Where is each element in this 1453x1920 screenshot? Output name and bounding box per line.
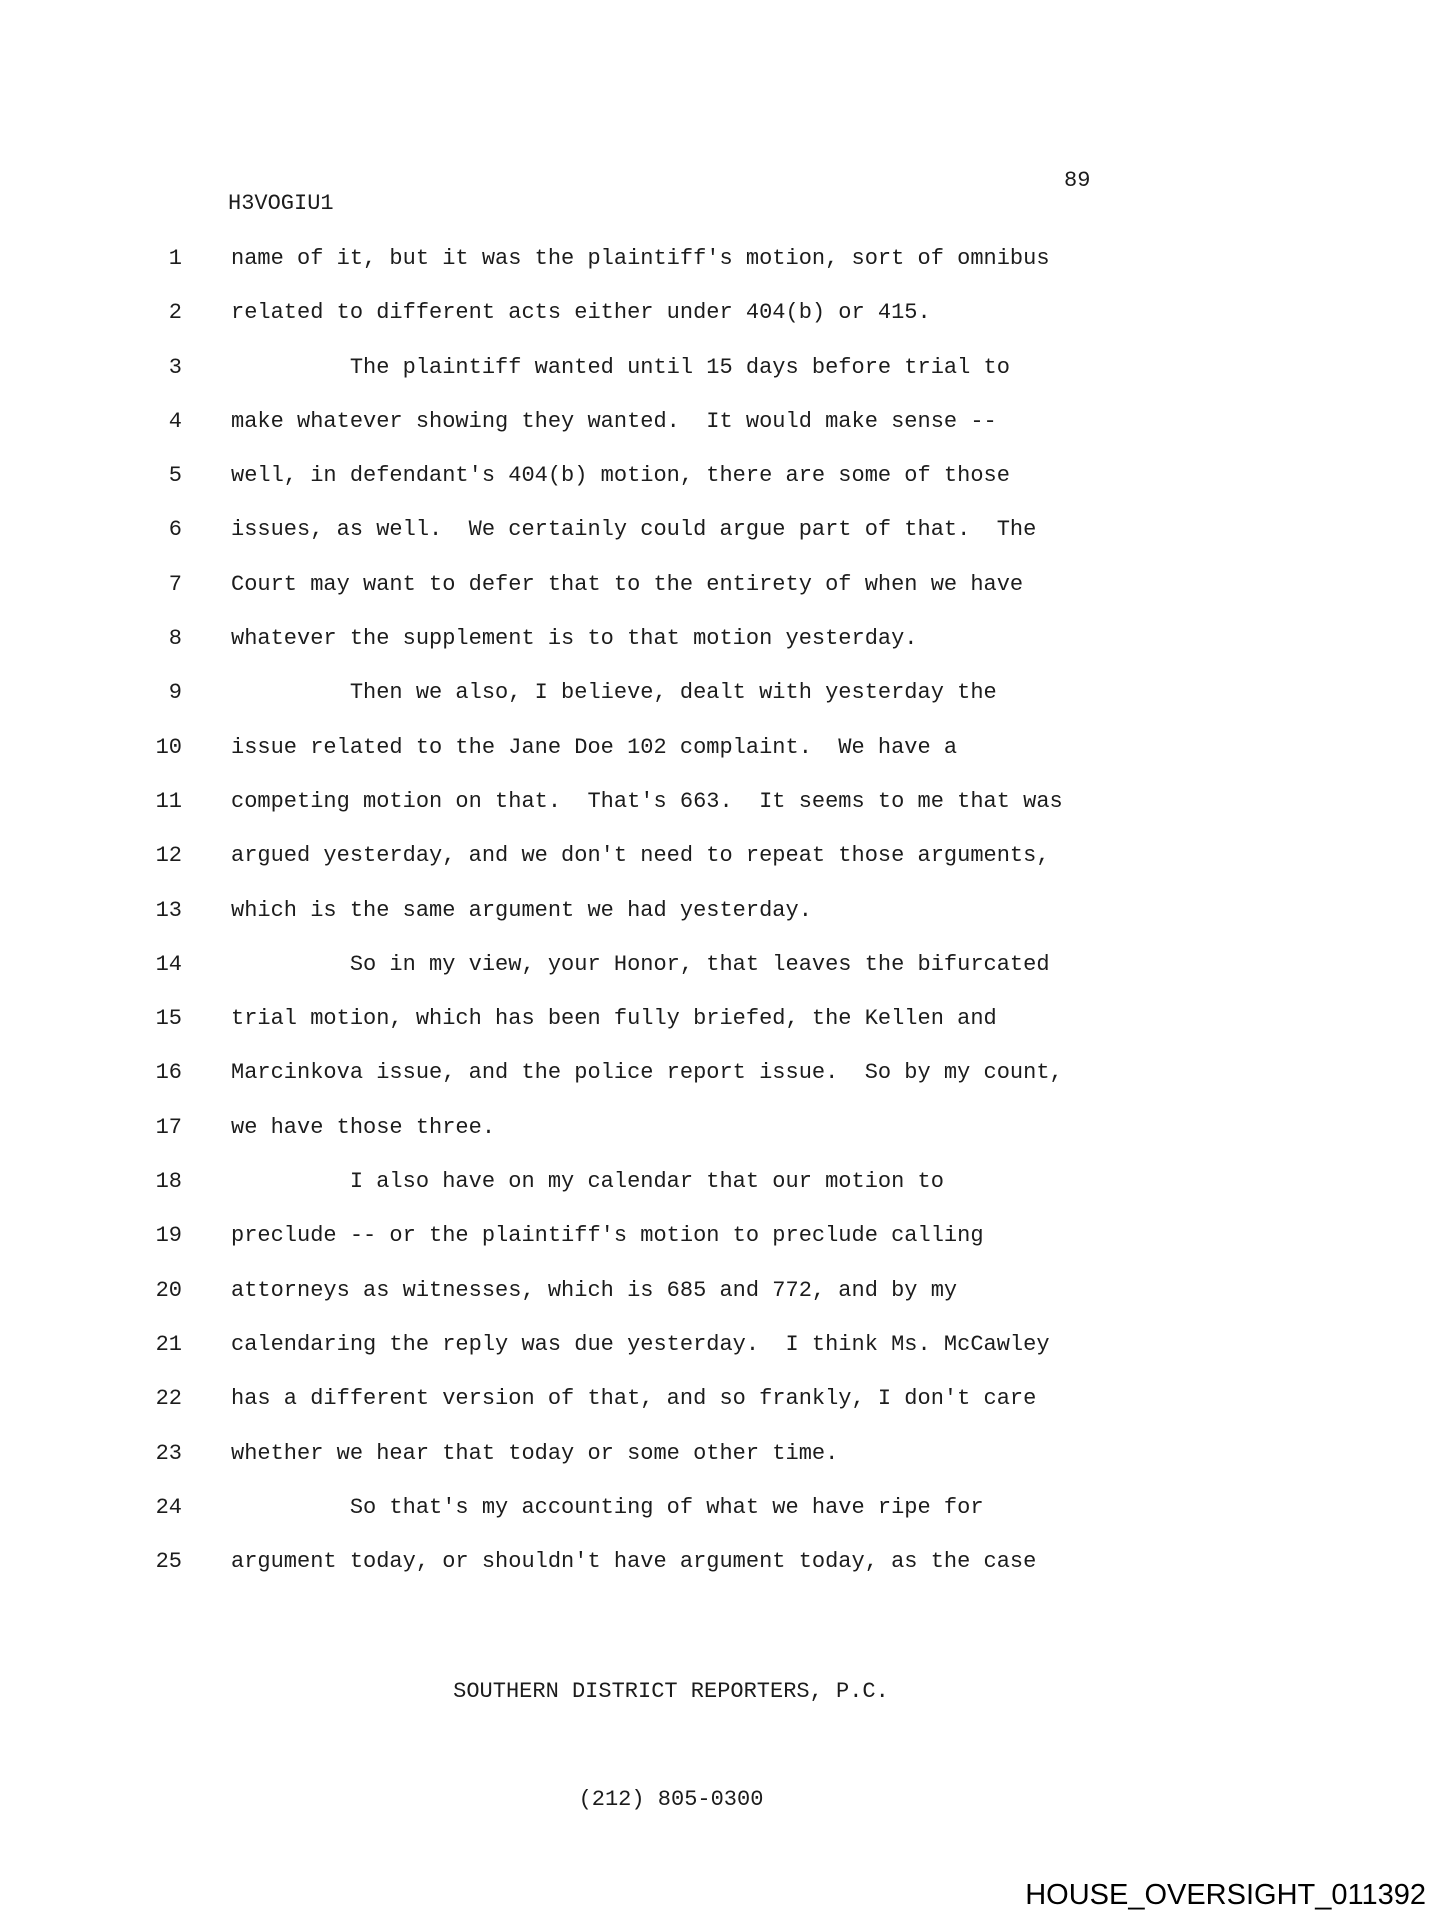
transcript-line bbox=[0, 1223, 1453, 1277]
reporter-phone: (212) 805-0300 bbox=[578, 1787, 764, 1812]
transcript-line bbox=[0, 463, 1453, 517]
line-text: argument today, or shouldn't have argument today, as the case bbox=[231, 1549, 1037, 1575]
line-number: 11 bbox=[155, 788, 182, 814]
line-text: well, in defendant's 404(b) motion, there are some of those bbox=[231, 463, 1010, 489]
line-number: 15 bbox=[155, 1006, 182, 1032]
line-text: issues, as well. We certainly could argue part of that. The bbox=[231, 517, 1037, 543]
line-number: 7 bbox=[168, 571, 182, 597]
line-number: 21 bbox=[155, 1331, 182, 1357]
line-text: The plaintiff wanted until 15 days before trial to bbox=[231, 354, 1010, 380]
line-text: name of it, but it was the plaintiff's motion, sort of omnibus bbox=[231, 246, 1050, 271]
transcript-line bbox=[0, 843, 1453, 897]
transcript-line bbox=[0, 1060, 1453, 1114]
reporter-name: SOUTHERN DISTRICT REPORTERS, P.C. bbox=[453, 1679, 889, 1704]
line-text: trial motion, which has been fully briefed, the Kellen and bbox=[231, 1006, 997, 1032]
transcript-line bbox=[0, 898, 1453, 952]
transcript-line bbox=[0, 1278, 1453, 1332]
line-text: calendaring the reply was due yesterday. I think Ms. McCawley bbox=[231, 1331, 1050, 1357]
line-number: 8 bbox=[168, 626, 182, 652]
line-number: 6 bbox=[168, 517, 182, 543]
line-number: 20 bbox=[155, 1277, 182, 1303]
line-number: 9 bbox=[168, 680, 182, 706]
line-text: Marcinkova issue, and the police report issue. So by my count, bbox=[231, 1060, 1063, 1086]
line-text: So in my view, your Honor, that leaves the bifurcated bbox=[231, 951, 1050, 977]
line-number: 16 bbox=[155, 1060, 182, 1086]
line-text: we have those three. bbox=[231, 1114, 496, 1140]
line-number: 25 bbox=[155, 1549, 182, 1575]
page-number: 89 bbox=[1064, 168, 1091, 193]
transcript-session-id: H3VOGIU1 bbox=[228, 191, 334, 216]
transcript-line bbox=[0, 246, 1453, 300]
transcript-lines bbox=[0, 246, 1453, 1603]
line-number: 2 bbox=[168, 300, 182, 326]
line-text: preclude -- or the plaintiff's motion to preclude calling bbox=[231, 1223, 984, 1249]
line-number: 10 bbox=[155, 734, 182, 760]
line-number: 5 bbox=[168, 463, 182, 489]
transcript-line bbox=[0, 952, 1453, 1006]
transcript-line bbox=[0, 789, 1453, 843]
line-text: attorneys as witnesses, which is 685 and 772, and by my bbox=[231, 1277, 958, 1303]
line-text: related to different acts either under 404(b) or 415. bbox=[231, 300, 931, 326]
transcript-line bbox=[0, 626, 1453, 680]
line-text: whether we hear that today or some other time. bbox=[231, 1440, 839, 1466]
reporter-footer bbox=[232, 1602, 1110, 1890]
transcript-line bbox=[0, 300, 1453, 354]
line-number: 12 bbox=[155, 843, 182, 869]
line-number: 3 bbox=[168, 354, 182, 380]
line-text: argued yesterday, and we don't need to repeat those arguments, bbox=[231, 843, 1050, 869]
transcript-line bbox=[0, 1386, 1453, 1440]
line-text: Then we also, I believe, dealt with yesterday the bbox=[231, 680, 997, 706]
transcript-line bbox=[0, 1495, 1453, 1549]
line-text: has a different version of that, and so frankly, I don't care bbox=[231, 1386, 1037, 1412]
line-text: competing motion on that. That's 663. It seems to me that was bbox=[231, 788, 1063, 814]
transcript-line bbox=[0, 1169, 1453, 1223]
line-number: 14 bbox=[155, 951, 182, 977]
transcript-line bbox=[0, 1332, 1453, 1386]
line-text: make whatever showing they wanted. It would make sense -- bbox=[231, 408, 997, 434]
line-text: I also have on my calendar that our motion to bbox=[231, 1169, 944, 1195]
line-number: 4 bbox=[168, 408, 182, 434]
line-text: whatever the supplement is to that motion yesterday. bbox=[231, 626, 918, 652]
line-number: 1 bbox=[168, 246, 182, 271]
transcript-line bbox=[0, 517, 1453, 571]
transcript-line bbox=[0, 735, 1453, 789]
line-text: So that's my accounting of what we have ripe for bbox=[231, 1494, 984, 1520]
line-number: 18 bbox=[155, 1169, 182, 1195]
transcript-line bbox=[0, 680, 1453, 734]
line-text: which is the same argument we had yesterday. bbox=[231, 897, 812, 923]
line-number: 22 bbox=[155, 1386, 182, 1412]
line-number: 17 bbox=[155, 1114, 182, 1140]
transcript-line bbox=[0, 572, 1453, 626]
line-text: issue related to the Jane Doe 102 complaint. We have a bbox=[231, 734, 958, 760]
line-number: 23 bbox=[155, 1440, 182, 1466]
transcript-line bbox=[0, 1441, 1453, 1495]
line-number: 19 bbox=[155, 1223, 182, 1249]
line-text: Court may want to defer that to the entirety of when we have bbox=[231, 571, 1024, 597]
bates-stamp: HOUSE_OVERSIGHT_011392 bbox=[1025, 1879, 1426, 1911]
transcript-line bbox=[0, 1115, 1453, 1169]
line-number: 24 bbox=[155, 1494, 182, 1520]
transcript-line bbox=[0, 1006, 1453, 1060]
transcript-line bbox=[0, 355, 1453, 409]
transcript-line bbox=[0, 1549, 1453, 1603]
line-number: 13 bbox=[155, 897, 182, 923]
transcript-line bbox=[0, 409, 1453, 463]
